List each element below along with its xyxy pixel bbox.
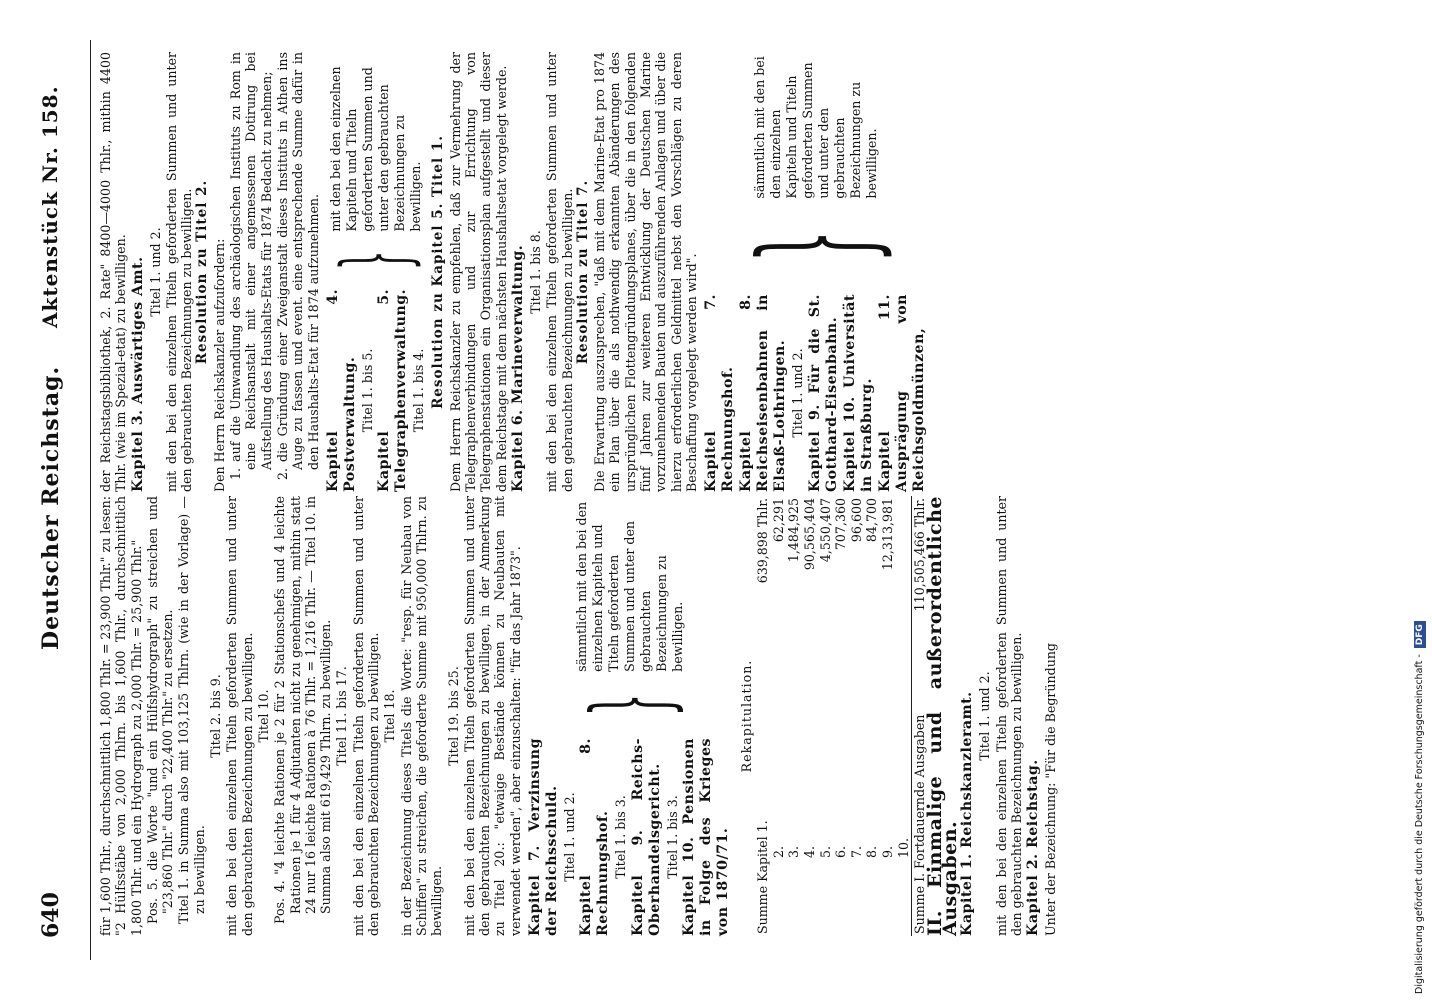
credit-text: Digitalisierung gefördert durch die Deutsche Forschungsgemeinschaft - — [1414, 654, 1425, 994]
paragraph: Dem Herrn Reichskanzler zu empfehlen, daß zur Vermehrung der Telegraphenverbindungen und zur Errichtung von Telegraphenstationen ein Organisationsplan aufgestellt und dieser dem Reichstage mit dem nächsten Haushaltsetat vorgelegt werde. — [447, 52, 509, 492]
paragraph: Unter der Bezeichnung: "Für die Begründung — [1043, 643, 1059, 936]
recap-value: 96,600 — [848, 498, 864, 543]
recap-value: 12,313,981 — [879, 498, 895, 571]
brace-text: sämmtlich mit den bei den einzelnen Kapiteln und Titeln geforderten Summen und unter den gebrauchten Bezeichnungen zu bewilligen. — [751, 56, 879, 199]
resolution-heading: Resolution zu Titel 2. — [194, 179, 211, 365]
chapter-group — [527, 496, 733, 936]
paragraph: Titel 1. in Summa also mit 103,125 Thlrn. (wie in der Vorlage) — zu bewilligen. — [176, 496, 207, 924]
dfg-logo: DFG — [1414, 621, 1426, 648]
recap-label: 8. — [864, 845, 880, 858]
recap-value: 90,565,404 — [801, 498, 817, 571]
chapter-heading: Kapitel 7. Verzinsung der Reichsschuld. — [527, 738, 561, 936]
recap-row — [849, 496, 865, 936]
chapter-heading: Kapitel 8. Rechnungshof. — [578, 738, 612, 936]
chapter-heading: Kapitel 10. Universität in Straßburg. — [841, 294, 875, 492]
chapter-heading: Kapitel 4. Postverwaltung. — [324, 288, 358, 492]
page-header — [0, 0, 86, 1000]
paragraph: mit den bei den einzelnen Titeln geforderten Summen und unter den gebrauchten Bezeichnungen zu bewilligen. — [993, 496, 1024, 936]
recap-sum-label: Summe I. Fortdauernde Ausgaben — [912, 620, 928, 936]
brace-glyph: } — [568, 693, 691, 717]
recap-row — [896, 496, 912, 936]
page-number: 640 — [38, 892, 64, 938]
recap-value: 1,484,925 — [786, 498, 802, 563]
paragraph: 2. die Gründung einer Zweiganstalt dieses Instituts in Athen ins Auge zu fassen und event. eine entsprechende Summe dafür in den Haushalts-Etat für 1874 aufzunehmen. — [274, 52, 321, 480]
recap-row — [864, 496, 880, 936]
right-column — [98, 52, 933, 492]
title-heading: Titel 1. und 2. — [790, 348, 806, 438]
paragraph: mit den bei den einzelnen Titeln geforderten Summen und unter den gebrauchten Bezeichnungen zu bewilligen. — [350, 496, 382, 936]
left-column — [98, 496, 1060, 936]
recap-label: 4. — [801, 845, 817, 858]
recap-row — [880, 496, 896, 936]
title-heading: Titel 1. bis 5. — [359, 348, 375, 433]
chapter-heading: Kapitel 6. Marineverwaltung. — [509, 244, 526, 492]
document-number: Aktenstück Nr. 158. — [38, 85, 62, 328]
brace-text: sämmtlich mit den bei den einzelnen Kapiteln und Titeln geforderten Summen und unter den gebrauchten Bezeichnungen zu bewilligen. — [573, 501, 685, 672]
title-heading: Titel 1. und 2. — [562, 792, 578, 882]
chapter-heading: Kapitel 5. Telegraphenverwaltung. — [376, 288, 410, 492]
brace-text: mit den bei den einzelnen Kapiteln und Titeln geforderten Summen und unter den gebrauchten Bezeichnungen zu bewilligen. — [328, 66, 424, 232]
chapter-heading: Kapitel 3. Auswärtiges Amt. — [129, 256, 146, 492]
recap-row — [833, 496, 849, 936]
paragraph: Pos. 5. die Worte "und ein Hülfshydrograph" zu streichen und "23,860 Thlr." durch "22,400 Thlr." zu ersetzen. — [144, 496, 176, 924]
paragraph: Die Erwartung auszusprechen, "daß mit dem Marine-Etat pro 1874 ein Plan über die als nothwendig erkannten Abänderungen des ursprünglichen Flottengründungsplanes, über die in den folgenden fünf Jahren zur weiteren Entwicklung der Deutschen Marine vorzunehmenden Bauten und auszuführenden Anlagen und über die hierzu erforderlichen Geldmittel nebst den Vorschlägen zu deren Beschaffung vorgelegt werden wird". — [592, 52, 699, 492]
recap-value: 639,898 Thlr. — [755, 498, 771, 584]
chapter-heading: Kapitel 10. Pensionen in Folge des Krieges von 1870/71. — [680, 738, 731, 936]
title-heading: Titel 1. bis 3. — [613, 795, 629, 879]
chapter-group — [325, 52, 428, 492]
title-heading: Titel 18. — [382, 689, 398, 743]
title-heading: Titel 1. und 2. — [977, 671, 993, 761]
brace-glyph: } — [323, 250, 429, 271]
recap-label: 9. — [879, 845, 895, 858]
paragraph: mit den bei den einzelnen Titeln geforderten Summen und unter den gebrauchten Bezeichnungen zu bewilligen. — [224, 496, 255, 936]
paragraph: in der Bezeichnung dieses Titels die Worte: "resp. für Neubau von Schiffen" zu streichen, die geforderte Summe mit 950,000 Thlrn. zu bewilligen. — [398, 496, 445, 936]
chapter-heading: Kapitel 11. Ausprägung von Reichsgoldmünzen, — [876, 294, 927, 492]
paragraph: mit den bei den einzelnen Titeln geforderten Summen und unter den gebrauchten Bezeichnungen zu bewilligen. — [163, 52, 195, 492]
resolution-heading: Resolution zu Titel 7. — [574, 179, 591, 365]
chapter-heading: Kapitel 8. Reichseisenbahnen in Elsaß-Lothringen. — [738, 294, 789, 492]
recap-label: 3. — [786, 845, 802, 858]
recap-label: 5. — [817, 845, 833, 858]
chapter-heading: Kapitel 9. Reichs-Oberhandelsgericht. — [629, 738, 663, 936]
recap-value: 84,700 — [864, 498, 880, 543]
recap-value — [896, 496, 912, 620]
title-heading: Titel 1. und 2. — [147, 227, 163, 317]
title-heading: Titel 10. — [255, 689, 271, 743]
paragraph: für 1,600 Thlr., durchschnittlich 1,800 Thlr. = 23,900 Thlr." zu lesen: "2 Hülfsstäbe von 2,000 Thlrn. bis 1,600 Thlr., durchschnittlich 1,800 Thlr. und ein Hydrograph zu 2,000 Thlr. = 25,900 Thlr." — [98, 496, 144, 936]
recap-label: 10. — [895, 837, 911, 858]
title-heading: Titel 2. bis 9. — [208, 674, 224, 758]
chapter-heading: Kapitel 2. Reichstag. — [1025, 759, 1042, 936]
recap-label: 7. — [848, 845, 864, 858]
paragraph: 1. auf die Umwandlung des archäologischen Instituts zu Rom in eine Reichsanstalt mit einer angemessenen Dotirung bei Aufstellung des Haushalts-Etats für 1874 Bedacht zu nehmen; — [228, 52, 274, 480]
section-heading: II. Einmalige und außerordentliche Ausgaben. — [923, 496, 962, 936]
title-heading: Titel 11. bis 17. — [334, 666, 350, 766]
paragraph: Pos. 4. "4 leichte Rationen je 2 für 2 Stationschefs und 4 leichte Rationen je 1 für 4 Adjutanten nicht zu genehmigen, mithin statt 24 nur 16 leichte Rationen à 76 Thlr. = 1,216 Thlr. — Titel 10. in Summa also mit 619,429 Thlrn. zu bewilligen. — [272, 496, 334, 924]
paragraph: mit den bei den einzelnen Titeln geforderten Summen und unter den gebrauchten Bezeichnungen zu bewilligen, in der Anmerkung zu Titel 20.: "etwaige Bestände können zu Neubauten mit verwendet werden", aber einzuschalten: "für das Jahr 1873". — [461, 496, 523, 936]
chapter-heading: Kapitel 7. Rechnungshof. — [703, 294, 737, 492]
recap-label: 2. — [770, 845, 786, 858]
recap-sum-value: 110,505,466 Thlr. — [912, 496, 928, 620]
running-title: Deutscher Reichstag. — [38, 365, 64, 650]
resolution-heading: Resolution zu Kapitel 5. Titel 1. — [430, 135, 447, 409]
title-heading: Titel 1. bis 3. — [664, 795, 680, 879]
recap-table — [755, 496, 928, 936]
recap-row — [771, 496, 787, 936]
paragraph: Den Herrn Reichskanzler aufzufordern: — [211, 238, 227, 492]
brace-glyph: } — [728, 229, 903, 263]
recap-title: Rekapitulation. — [738, 659, 754, 773]
recap-value: 4,550,407 — [817, 498, 833, 563]
title-heading: Titel 1. bis 8. — [527, 230, 543, 314]
header-rule — [90, 40, 91, 960]
paragraph: der Reichstagsbibliothek, 2. Rate" 8400—4000 Thlr., mithin 4400 Thlr. (wie im Spezial-etat) zu bewilligen. — [98, 52, 129, 492]
recap-value: 62,291 — [770, 498, 786, 543]
chapter-heading: Kapitel 1. Reichskanzleramt. — [959, 691, 976, 936]
recap-row — [755, 496, 771, 936]
title-heading: Titel 1. bis 4. — [411, 348, 427, 433]
recap-row — [802, 496, 818, 936]
recap-value: 707,360 — [833, 498, 849, 551]
recap-row — [786, 496, 802, 936]
recap-label: Summe Kapitel 1. — [755, 820, 771, 934]
recap-label: 6. — [833, 845, 849, 858]
title-heading: Titel 19. bis 25. — [445, 666, 461, 766]
digitization-credit — [1408, 14, 1428, 994]
recap-row — [818, 496, 834, 936]
paragraph: mit den bei den einzelnen Titeln geforderten Summen und unter den gebrauchten Bezeichnungen zu bewilligen. — [544, 52, 575, 492]
chapter-group — [703, 52, 928, 492]
chapter-heading: Kapitel 9. Für die St. Gotthard-Eisenbahn. — [806, 294, 840, 492]
